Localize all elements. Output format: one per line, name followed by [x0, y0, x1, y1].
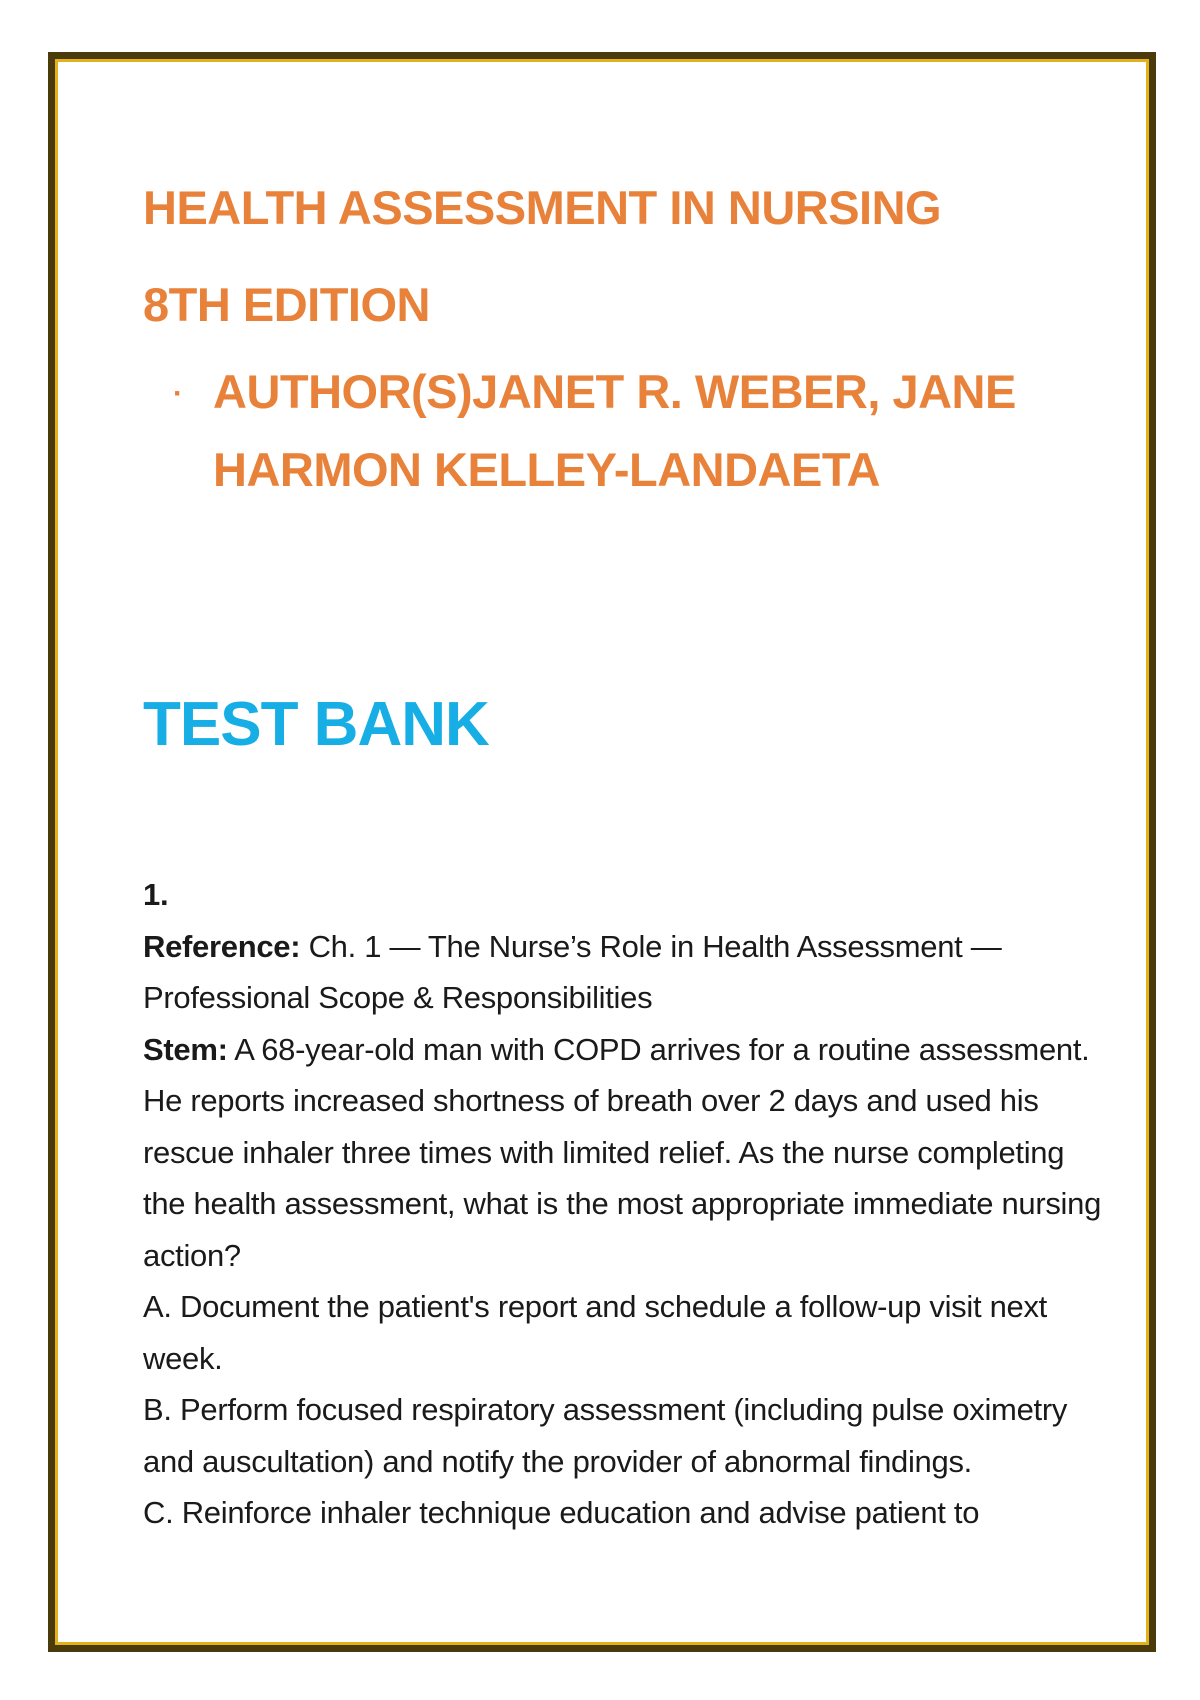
stem-label: Stem:: [143, 1031, 228, 1067]
edition-label: 8TH EDITION: [143, 278, 430, 331]
author-list-item: [143, 353, 1103, 509]
answer-option-c: C. Reinforce inhaler technique education and advise patient to: [143, 1495, 980, 1530]
answer-option-a: A. Document the patient's report and schedule a follow-up visit next week.: [143, 1289, 1047, 1376]
answer-option-b: B. Perform focused respiratory assessment (including pulse oximetry and auscultation) and notify the provider of abnormal findings.: [143, 1392, 1068, 1479]
document-title: HEALTH ASSESSMENT IN NURSING: [143, 181, 942, 234]
question-reference: [143, 921, 1103, 1024]
section-title: TEST BANK: [143, 690, 489, 759]
stem-text: A 68-year-old man with COPD arrives for a routine assessment. He reports increased shortness of breath over 2 days and used his rescue inhaler three times with limited relief. As the nurse completing the health assessment, what is the most appropriate immediate nursing action?: [143, 1031, 1102, 1273]
bullet-icon: ·: [173, 377, 183, 410]
question-block: [143, 869, 1103, 1539]
question-stem: [143, 1024, 1103, 1282]
reference-label: Reference:: [143, 928, 301, 964]
page-frame: [48, 52, 1156, 1652]
document-content: [143, 159, 1103, 1530]
reference-text: Ch. 1 — The Nurse’s Role in Health Assessment — Professional Scope & Responsibilities: [143, 928, 1002, 1015]
question-number: 1.: [143, 877, 169, 912]
author-names: AUTHOR(S)JANET R. WEBER, JANE HARMON KELLEY-LANDAETA: [213, 365, 1016, 496]
